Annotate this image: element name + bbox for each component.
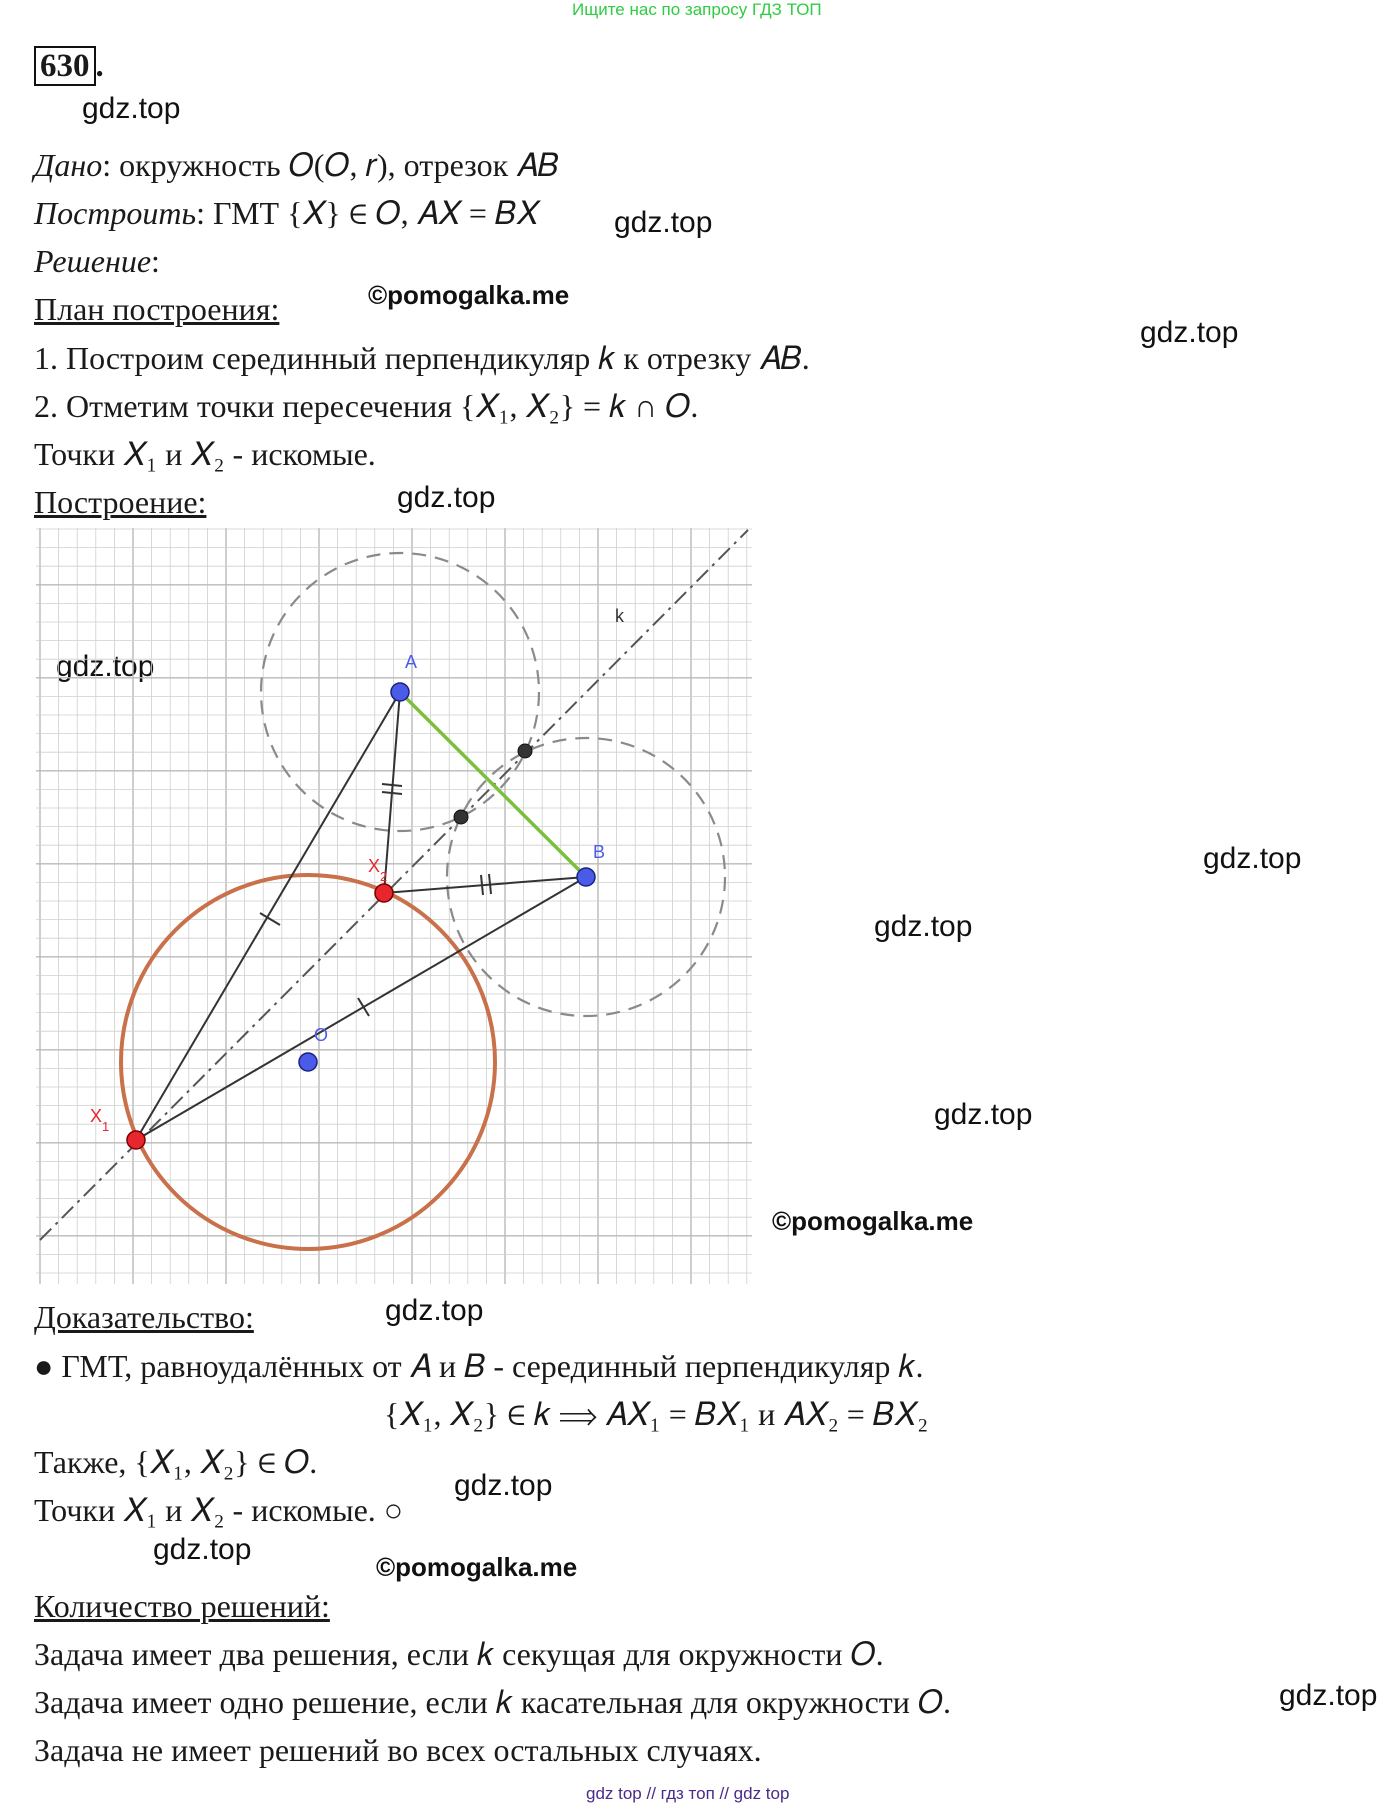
proof-line-2: {𝑋₁, 𝑋₂} ∈ 𝑘 ⟹ 𝐴𝑋₁ = 𝐵𝑋₁ и 𝐴𝑋₂ = 𝐵𝑋₂ xyxy=(384,1396,929,1432)
label-k: k xyxy=(615,606,624,626)
segment-ab xyxy=(400,692,586,877)
point-b xyxy=(577,868,595,886)
watermark-gdz: gdz.top xyxy=(397,481,496,514)
construct-label: Построить xyxy=(34,195,197,231)
watermark-gdz: gdz.top xyxy=(934,1098,1033,1131)
tick-mark xyxy=(489,874,491,894)
count-line-1: Задача имеет два решения, если 𝑘 секущая для окружности 𝑂. xyxy=(34,1636,884,1672)
plan-heading: План построения: xyxy=(34,291,280,327)
watermark-pomogalka: ©pomogalka.me xyxy=(376,1552,578,1582)
point-o xyxy=(299,1053,317,1071)
footer-links[interactable]: gdz top // гдз топ // gdz top xyxy=(586,1784,790,1803)
label-x1-sub: 1 xyxy=(102,1119,110,1134)
label-x2-sub: 2 xyxy=(380,869,388,884)
segment-ax1 xyxy=(136,692,400,1140)
proof-heading: Доказательство: xyxy=(34,1299,254,1335)
label-b: B xyxy=(593,842,606,862)
given-text: : окружность 𝑂(𝑂, 𝑟), отрезок 𝐴𝐵 xyxy=(102,147,559,183)
solution-label: Решение xyxy=(34,243,152,279)
segment-bx1 xyxy=(136,877,586,1140)
tick-mark xyxy=(358,998,369,1016)
search-hint[interactable]: Ищите нас по запросу ГДЗ ТОП xyxy=(572,0,822,19)
watermark-pomogalka: ©pomogalka.me xyxy=(368,280,570,310)
label-a: A xyxy=(405,652,418,672)
intersection-point xyxy=(518,744,532,758)
construct-line xyxy=(34,193,539,233)
task-number-box: 630 xyxy=(34,46,96,86)
point-a xyxy=(391,683,409,701)
given-line xyxy=(34,145,559,185)
label-x2: X xyxy=(368,856,381,876)
construction-heading: Построение: xyxy=(34,484,207,520)
watermark-gdz: gdz.top xyxy=(1140,316,1239,349)
tick-mark xyxy=(382,784,402,786)
count-line-2: Задача имеет одно решение, если 𝑘 касательная для окружности 𝑂. xyxy=(34,1684,952,1720)
watermark-gdz: gdz.top xyxy=(1203,842,1302,875)
solution-colon: : xyxy=(151,243,160,279)
plan-result: Точки 𝑋₁ и 𝑋₂ - искомые. xyxy=(34,436,376,472)
plan-step-1: 1. Построим серединный перпендикуляр 𝑘 к отрезку 𝐴𝐵. xyxy=(34,340,810,376)
count-line-3: Задача не имеет решений во всех остальных случаях. xyxy=(34,1732,762,1768)
plan-step-2: 2. Отметим точки пересечения {𝑋₁, 𝑋₂} = 𝑘 ∩ 𝑂. xyxy=(34,388,699,424)
watermark-gdz: gdz.top xyxy=(82,92,181,125)
count-heading: Количество решений: xyxy=(34,1588,330,1624)
point-x2 xyxy=(375,884,393,902)
point-x1 xyxy=(127,1131,145,1149)
proof-line-1: ● ГМТ, равноудалённых от 𝐴 и 𝐵 - серединный перпендикуляр 𝑘. xyxy=(34,1348,924,1384)
construction-figure xyxy=(36,528,752,1284)
solution-line xyxy=(34,241,160,281)
watermark-gdz: gdz.top xyxy=(385,1294,484,1327)
task-number: 630 . xyxy=(34,48,104,85)
label-x1: X xyxy=(90,1106,103,1126)
watermark-gdz: gdz.top xyxy=(874,910,973,943)
segment-bx2 xyxy=(384,877,586,893)
construct-text: : ГМТ {𝑋} ∈ 𝑂, 𝐴𝑋 = 𝐵𝑋 xyxy=(196,195,540,231)
given-label: Дано xyxy=(34,147,103,183)
watermark-pomogalka: ©pomogalka.me xyxy=(772,1206,974,1236)
label-o: O xyxy=(314,1025,329,1045)
watermark-gdz: gdz.top xyxy=(1279,1679,1378,1712)
watermark-gdz: gdz.top xyxy=(614,206,713,239)
proof-line-4: Точки 𝑋₁ и 𝑋₂ - искомые. ○ xyxy=(34,1492,404,1528)
intersection-point xyxy=(454,810,468,824)
grid xyxy=(36,528,752,1284)
watermark-gdz: gdz.top xyxy=(454,1469,553,1502)
watermark-gdz: gdz.top xyxy=(56,650,155,683)
watermark-gdz: gdz.top xyxy=(153,1533,252,1566)
proof-line-3: Также, {𝑋₁, 𝑋₂} ∈ 𝑂. xyxy=(34,1444,318,1480)
tick-mark xyxy=(481,875,483,895)
tick-mark xyxy=(382,792,402,794)
